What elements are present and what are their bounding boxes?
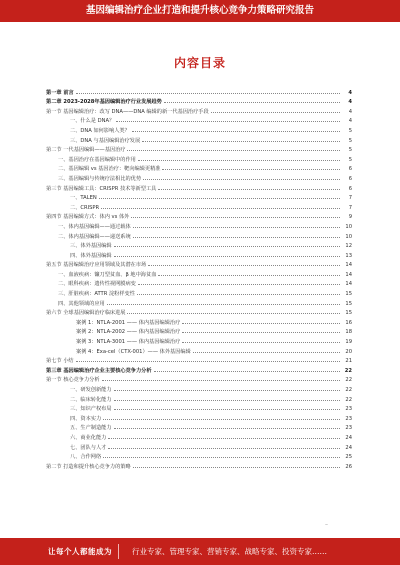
toc-entry[interactable] [46,374,352,384]
toc-entry-page: 22 [345,396,352,403]
toc-entry-text: 八、合作网络 [70,454,102,461]
dot-leader [76,361,340,362]
dot-leader [127,150,340,151]
toc-entry[interactable] [46,451,352,461]
toc-entry-text: 第三章 基因编辑治疗企业主要核心竞争力分析 [46,367,152,374]
toc-entry[interactable] [46,86,352,96]
toc-entry-page: 12 [345,243,352,250]
toc-entry[interactable] [46,268,352,278]
toc-entry[interactable] [46,201,352,211]
dot-leader [142,141,340,142]
toc-entry-page: 6 [348,175,352,182]
dot-leader [182,332,340,333]
toc-entry-page: 21 [345,358,352,365]
toc-entry-page: 20 [345,348,352,355]
toc-entry-page: 22 [344,367,352,374]
toc-entry-text: 一、什么是 DNA？ [70,118,115,125]
toc-entry[interactable] [46,163,352,173]
toc-entry[interactable] [46,431,352,441]
toc-entry-page: 15 [345,291,352,298]
toc-entry-page: 5 [348,137,352,144]
footer-mark: – [325,521,328,528]
toc-entry-page: 25 [345,454,352,461]
dot-leader [211,112,340,113]
dot-leader [133,467,340,468]
toc-entry-page: 5 [348,147,352,154]
toc-entry-page: 7 [348,195,352,202]
toc-entry-page: 24 [345,444,352,451]
dot-leader [193,352,340,353]
toc-entry[interactable] [46,441,352,451]
toc-entry[interactable] [46,383,352,393]
dot-leader [154,371,340,372]
footer-bar [0,538,400,565]
toc-entry-text: 案例 3：NTLA-3001 —— 体内基因编辑治疗 [76,339,181,346]
dot-leader [114,400,340,401]
dot-leader [138,160,340,161]
toc-entry[interactable] [46,335,352,345]
dot-leader [137,294,340,295]
footer-slogan: 让每个人都能成为 [48,547,112,556]
toc-entry-page: 22 [345,387,352,393]
toc-entry-page: 23 [345,406,352,413]
toc-entry-page: 4 [348,99,352,106]
toc-entry-page: 4 [348,89,352,96]
dot-leader [138,284,340,285]
toc-entry-page: 15 [345,300,352,307]
toc-entry[interactable] [46,259,352,269]
dot-leader [158,189,340,190]
toc-entry-text: 五、生产制造能力 [70,425,112,432]
dot-leader [158,275,340,276]
toc-entry-page: 4 [348,108,352,115]
toc-entry-text: 第一节 核心竞争力分析 [46,377,100,384]
dot-leader [114,428,340,429]
dot-leader [148,265,340,266]
toc-entry[interactable] [46,230,352,240]
toc-entry-page: 13 [345,252,352,259]
toc-entry-text: 三、肝脏疾病：ATTR 淀粉样变性 [58,291,135,298]
toc-entry-text: 第七节 小结 [46,358,74,365]
toc-entry-text: 一、体内基因编辑——通过载体 [58,223,131,230]
toc-entry-text: 案例 2：NTLA-2002 —— 体内基因编辑治疗 [76,329,181,336]
toc-entry-text: 第二章 2023-2028年基因编辑治疗行业发展趋势 [46,99,162,106]
toc-entry[interactable] [46,326,352,336]
toc-entry-text: 第四节 基因编辑方式：体内 vs 体外 [46,214,130,221]
toc-entry-text: 二、DNA 如何影响人类？ [70,127,130,134]
table-of-contents [46,86,352,470]
toc-entry-text: 三、知识产权布局 [70,406,112,413]
dot-leader [127,313,340,314]
report-header-bar [0,0,400,22]
dot-leader [114,390,340,391]
dot-leader [114,246,340,247]
dot-leader [107,304,340,305]
toc-entry[interactable] [46,307,352,317]
dot-leader [76,93,340,94]
toc-entry-page: 24 [345,434,352,441]
toc-entry[interactable] [46,172,352,182]
toc-entry-text: 二、眼科疾病：遗传性视网膜病变 [58,281,136,288]
toc-entry[interactable] [46,134,352,144]
footer-divider [118,544,119,559]
toc-entry[interactable] [46,316,352,326]
dot-leader [143,179,340,180]
toc-entry-page: 7 [348,204,352,211]
toc-entry-page: 14 [345,262,352,269]
toc-entry[interactable] [46,240,352,250]
toc-entry[interactable] [46,403,352,413]
toc-entry-text: 三、体外基因编辑 [70,243,112,250]
toc-entry-text: 案例 4：Exa-cel（CTX-001）—— 体外基因编辑 [76,348,191,355]
dot-leader [162,169,340,170]
toc-entry-page: 23 [345,415,352,422]
toc-title: 内容目录 [173,56,226,70]
dot-leader [131,217,340,218]
toc-entry[interactable] [46,249,352,259]
dot-leader [99,198,340,199]
toc-entry[interactable] [46,412,352,422]
toc-entry-page: 22 [345,377,352,384]
toc-entry[interactable] [46,182,352,192]
toc-entry-page: 5 [348,156,352,163]
toc-entry[interactable] [46,192,352,202]
toc-entry[interactable] [46,287,352,297]
toc-entry-text: 四、资本实力 [70,415,102,422]
dot-leader [182,323,340,324]
toc-entry[interactable] [46,460,352,470]
toc-entry[interactable] [46,124,352,134]
toc-entry-page: 6 [348,166,352,173]
toc-entry-text: 二、基因编辑 vs 基因治疗：靶向编辑更精准 [58,166,161,173]
toc-entry-page: 10 [345,233,352,240]
toc-entry-text: 四、体外基因编辑 [70,252,112,259]
toc-entry-page: 26 [345,463,352,470]
toc-entry-text: 一、TALEN [70,195,97,202]
toc-entry-text: 第一章 前言 [46,89,74,96]
toc-entry-text: 案例 1：NTLA-2001 —— 体内基因编辑治疗 [76,319,181,326]
toc-entry-text: 第二节 一代基因编辑——基因治疗 [46,147,126,154]
dot-leader [164,102,340,103]
toc-entry[interactable] [46,220,352,230]
footer-tagline: 行业专家、管理专家、营销专家、战略专家、投资专家…… [132,547,327,556]
dot-leader [102,380,340,381]
toc-entry[interactable] [46,297,352,307]
dot-leader [114,409,340,410]
toc-entry-text: 一、基因治疗在基因编辑中的作用 [58,156,136,163]
toc-entry-text: 第五节 基因编辑治疗应用领域及其潜在市场 [46,262,147,269]
toc-entry-page: 6 [348,185,352,192]
toc-entry-text: 二、体内基因编辑——递送系统 [58,233,131,240]
toc-entry-page: 15 [345,310,352,317]
dot-leader [133,227,340,228]
dot-leader [108,438,340,439]
toc-entry-page: 18 [345,329,352,336]
toc-entry-page: 4 [348,118,352,125]
dot-leader [114,256,340,257]
toc-entry-text: 第三节 基因编辑工具：CRISPR 技术等新型工具 [46,185,157,192]
dot-leader [103,457,340,458]
dot-leader [103,419,340,420]
toc-entry[interactable] [46,345,352,355]
toc-entry-text: 四、其他领域的应用 [58,300,105,307]
toc-entry-text: 六、商业化能力 [70,434,107,441]
report-title: 基因编辑治疗企业打造和提升核心竞争力策略研究报告 [85,5,314,16]
toc-entry-page: 9 [348,214,352,221]
toc-entry-text: 一、血液疾病：镰刀型贫血、β 地中海贫血 [58,271,157,278]
toc-entry[interactable] [46,115,352,125]
dot-leader [108,448,340,449]
toc-entry-text: 第二节 打造和提升核心竞争力的策略 [46,463,131,470]
toc-entry-page: 16 [345,319,352,326]
toc-entry-text: 一、研发创新能力 [70,387,112,393]
toc-entry-page: 19 [345,339,352,346]
toc-entry[interactable] [46,144,352,154]
toc-entry-page: 14 [345,271,352,278]
toc-entry-text: 二、临床转化能力 [70,396,112,403]
toc-entry-page: 10 [345,223,352,230]
toc-entry-text: 七、团队与人才 [70,444,107,451]
toc-entry[interactable] [46,211,352,221]
toc-entry-page: 14 [345,281,352,288]
toc-entry[interactable] [46,278,352,288]
toc-entry-text: 三、DNA 与基因编辑治疗发展 [70,137,141,144]
toc-entry-text: 二、CRISPR [70,204,100,211]
toc-entry-page: 23 [345,425,352,432]
toc-entry-text: 三、基因编辑与传统疗法相比的优势 [58,175,142,182]
toc-entry[interactable] [46,422,352,432]
toc-entry[interactable] [46,153,352,163]
toc-entry[interactable] [46,105,352,115]
toc-entry-text: 第一节 基因编辑治疗：改写 DNA——DNA 编辑的新一代基因治疗手段 [46,108,209,115]
dot-leader [101,208,340,209]
dot-leader [116,121,340,122]
dot-leader [132,131,340,132]
toc-entry[interactable] [46,364,352,374]
toc-entry[interactable] [46,355,352,365]
toc-entry[interactable] [46,96,352,106]
toc-entry-text: 第六节 全球基因编辑治疗临床进展 [46,310,126,317]
toc-entry-page: 5 [348,127,352,134]
toc-entry[interactable] [46,393,352,403]
dot-leader [182,342,340,343]
dot-leader [133,237,340,238]
